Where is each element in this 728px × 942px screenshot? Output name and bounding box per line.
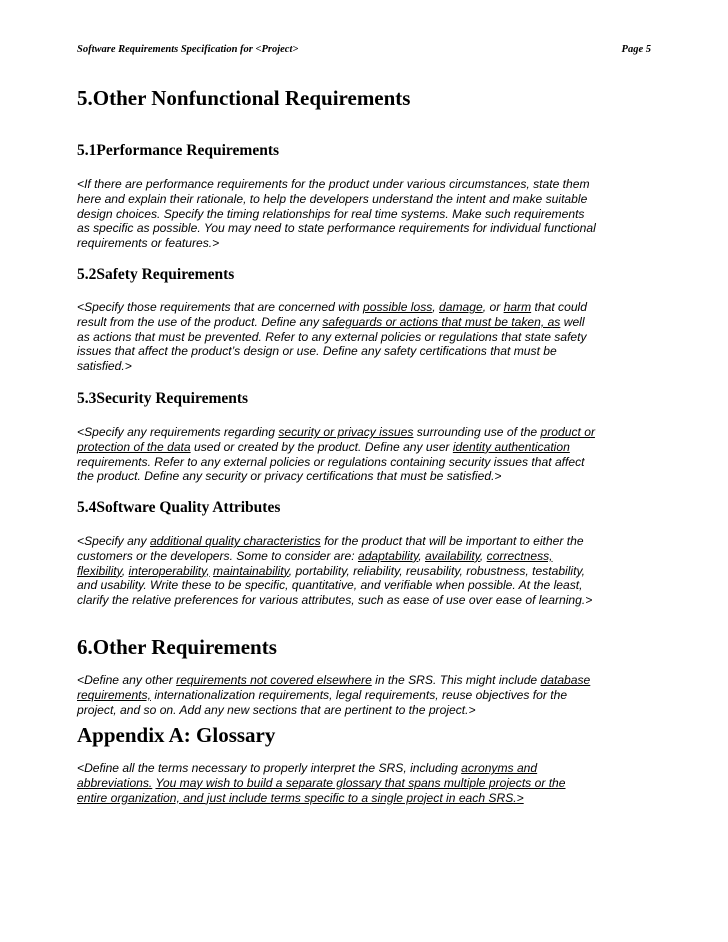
text-line <box>77 315 657 330</box>
text-line <box>77 300 657 315</box>
hyperlink[interactable]: availability <box>425 548 480 563</box>
text-run: , <box>418 548 426 563</box>
hyperlink[interactable]: flexibility <box>77 563 122 578</box>
hyperlink[interactable]: entire organization, and just include terms specific to a single project in each SRS.> <box>77 790 524 805</box>
text-run: , or <box>482 300 504 314</box>
text-line <box>77 791 657 806</box>
page-number: Page 5 <box>621 44 651 55</box>
section-5-3-heading: 5.3Security Requirements <box>77 390 249 407</box>
appendix-a-heading: Appendix A: Glossary <box>77 723 276 747</box>
text-line <box>77 425 657 440</box>
text-line: project, and so on. Add any new sections that are pertinent to the project.> <box>77 702 476 717</box>
text-line: satisfied.> <box>77 359 132 374</box>
page-header <box>77 44 651 55</box>
hyperlink[interactable]: maintainability <box>213 563 289 578</box>
text-line <box>77 688 657 703</box>
text-line <box>77 776 657 791</box>
hyperlink[interactable]: correctness, <box>486 548 553 563</box>
section-5-heading: 5.Other Nonfunctional Requirements <box>77 86 411 110</box>
hyperlink[interactable]: possible loss <box>363 300 433 314</box>
hyperlink[interactable]: safeguards or actions that must be taken, as <box>322 314 561 329</box>
hyperlink[interactable]: damage <box>439 300 483 314</box>
text-run: <Specify any requirements regarding <box>77 425 279 439</box>
text-run: that could <box>531 300 587 314</box>
hyperlink[interactable]: harm <box>503 300 532 314</box>
text-line: requirements. Refer to any external policies or regulations containing security issues that affect <box>77 454 585 469</box>
hyperlink[interactable]: abbreviations. <box>77 775 153 790</box>
section-5-2-heading: 5.2Safety Requirements <box>77 266 235 283</box>
text-run: for the product that will be important to either the <box>320 534 584 548</box>
text-run: customers or the developers. Some to consider are: <box>77 548 358 563</box>
section-5-1-heading: 5.1Performance Requirements <box>77 142 280 159</box>
text-line: <If there are performance requirements for the product under various circumstances, state them <box>77 177 590 191</box>
text-run: , <box>121 563 129 578</box>
text-run: internationalization requirements, legal requirements, reuse objectives for the <box>150 687 568 702</box>
hyperlink[interactable]: protection of the data <box>77 439 191 454</box>
text-line: here and explain their rationale, to help the developers understand the intent and make suitable <box>77 191 588 206</box>
hyperlink[interactable]: product or <box>540 425 595 439</box>
text-line <box>77 534 657 549</box>
hyperlink[interactable]: acronyms and <box>461 761 538 775</box>
text-run: , <box>479 548 487 563</box>
text-line: the product. Define any security or privacy certifications that must be satisfied.> <box>77 469 502 484</box>
text-line: requirements or features.> <box>77 236 220 251</box>
text-run: well <box>560 314 585 329</box>
text-run: surrounding use of the <box>413 425 541 439</box>
other-requirements-paragraph <box>77 673 657 717</box>
hyperlink[interactable]: requirements, <box>77 687 151 702</box>
security-paragraph <box>77 425 657 484</box>
text-run: <Specify those requirements that are concerned with <box>77 300 364 314</box>
hyperlink[interactable]: security or privacy issues <box>278 425 414 439</box>
safety-paragraph <box>77 300 657 374</box>
hyperlink[interactable]: additional quality characteristics <box>149 534 321 548</box>
text-line: and usability. Write these to be specific, quantitative, and verifiable when possible. At the least, <box>77 578 583 593</box>
text-run: <Define all the terms necessary to properly interpret the SRS, including <box>77 761 462 775</box>
glossary-paragraph <box>77 761 657 805</box>
text-run: , portability, reliability, reusability, robustness, testability, <box>288 563 585 578</box>
text-run: <Define any other <box>77 673 177 687</box>
hyperlink[interactable]: requirements not covered elsewhere <box>176 673 372 687</box>
text-line <box>77 761 657 776</box>
text-line <box>77 440 657 455</box>
text-run: in the SRS. This might include <box>371 673 541 687</box>
section-5-4-heading: 5.4Software Quality Attributes <box>77 499 281 516</box>
performance-paragraph <box>77 177 657 251</box>
hyperlink[interactable]: adaptability <box>357 548 419 563</box>
hyperlink[interactable]: interoperability, <box>128 563 210 578</box>
quality-paragraph <box>77 534 657 608</box>
hyperlink[interactable]: database <box>540 673 591 687</box>
text-line <box>77 673 657 688</box>
text-line <box>77 564 657 579</box>
text-line: as actions that must be prevented. Refer to any external policies or regulations that state safety <box>77 329 587 344</box>
text-run: <Specify any <box>77 534 150 548</box>
text-run: used or created by the product. Define any user <box>190 439 453 454</box>
hyperlink[interactable]: identity authentication <box>452 439 570 454</box>
section-6-heading: 6.Other Requirements <box>77 635 277 659</box>
header-title: Software Requirements Specification for <Project> <box>77 44 299 55</box>
hyperlink[interactable]: You may wish to build a separate glossary that spans multiple projects or the <box>155 775 566 790</box>
text-run: , <box>432 300 440 314</box>
text-line <box>77 549 657 564</box>
text-line: issues that affect the product’s design or use. Define any safety certifications that must be <box>77 344 557 359</box>
text-line: clarify the relative preferences for various attributes, such as ease of use over ease of learning.> <box>77 593 593 608</box>
text-run: result from the use of the product. Define any <box>77 314 323 329</box>
text-line: as specific as possible. You may need to state performance requirements for individual functional <box>77 221 596 236</box>
text-line: design choices. Specify the timing relationships for real time systems. Make such requirements <box>77 206 585 221</box>
